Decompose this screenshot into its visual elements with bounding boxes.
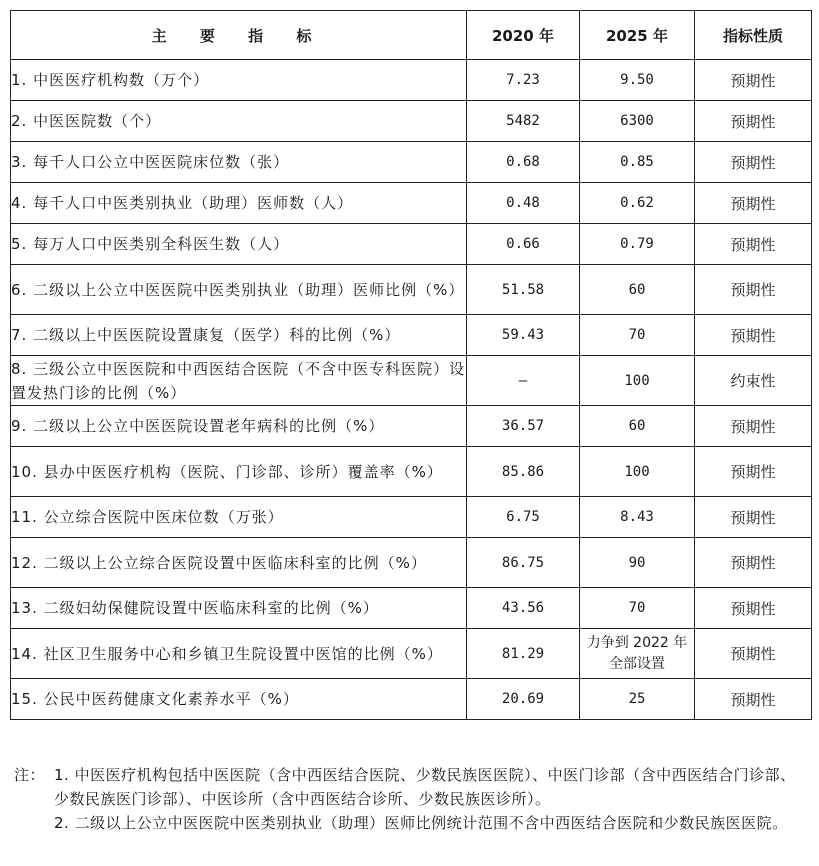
indicator-name: 3. 每千人口公立中医医院床位数（张） xyxy=(11,142,467,183)
indicator-nature: 预期性 xyxy=(695,315,812,356)
value-2025: 力争到 2022 年全部设置 xyxy=(580,629,695,679)
table-row xyxy=(11,588,812,629)
value-2025: 0.62 xyxy=(580,183,695,224)
value-2020: 0.68 xyxy=(467,142,580,183)
value-2020: — xyxy=(467,356,580,406)
value-2025: 60 xyxy=(580,265,695,315)
header-nature: 指标性质 xyxy=(695,11,812,60)
value-2025: 70 xyxy=(580,588,695,629)
indicator-name: 6. 二级以上公立中医医院中医类别执业（助理）医师比例（%） xyxy=(11,265,467,315)
indicator-nature: 预期性 xyxy=(695,60,812,101)
value-2025: 8.43 xyxy=(580,497,695,538)
note-item xyxy=(14,763,809,811)
indicator-name: 15. 公民中医药健康文化素养水平（%） xyxy=(11,679,467,720)
value-2020: 5482 xyxy=(467,101,580,142)
indicator-name: 5. 每万人口中医类别全科医生数（人） xyxy=(11,224,467,265)
table-row xyxy=(11,538,812,588)
header-2020: 2020 年 xyxy=(467,11,580,60)
indicator-name: 10. 县办中医医疗机构（医院、门诊部、诊所）覆盖率（%） xyxy=(11,447,467,497)
value-2020: 86.75 xyxy=(467,538,580,588)
note-prefix: 注： xyxy=(14,766,46,784)
value-2025: 0.85 xyxy=(580,142,695,183)
table-row xyxy=(11,356,812,406)
table-row xyxy=(11,142,812,183)
header-row xyxy=(11,11,812,60)
indicator-name: 9. 二级以上公立中医医院设置老年病科的比例（%） xyxy=(11,406,467,447)
indicator-name: 14. 社区卫生服务中心和乡镇卫生院设置中医馆的比例（%） xyxy=(11,629,467,679)
value-2025: 100 xyxy=(580,447,695,497)
value-2025: 9.50 xyxy=(580,60,695,101)
indicator-nature: 预期性 xyxy=(695,447,812,497)
indicator-nature: 预期性 xyxy=(695,224,812,265)
value-2020: 43.56 xyxy=(467,588,580,629)
table-row xyxy=(11,315,812,356)
indicator-nature: 预期性 xyxy=(695,101,812,142)
table-row xyxy=(11,183,812,224)
indicator-name: 1. 中医医疗机构数（万个） xyxy=(11,60,467,101)
value-2025: 90 xyxy=(580,538,695,588)
indicator-nature: 约束性 xyxy=(695,356,812,406)
indicator-name: 11. 公立综合医院中医床位数（万张） xyxy=(11,497,467,538)
indicator-name: 4. 每千人口中医类别执业（助理）医师数（人） xyxy=(11,183,467,224)
table-row xyxy=(11,224,812,265)
value-2020: 85.86 xyxy=(467,447,580,497)
indicator-name: 13. 二级妇幼保健院设置中医临床科室的比例（%） xyxy=(11,588,467,629)
value-2020: 59.43 xyxy=(467,315,580,356)
indicator-name: 2. 中医医院数（个） xyxy=(11,101,467,142)
value-2020: 0.48 xyxy=(467,183,580,224)
value-2020: 20.69 xyxy=(467,679,580,720)
value-2025: 60 xyxy=(580,406,695,447)
indicator-nature: 预期性 xyxy=(695,538,812,588)
indicator-nature: 预期性 xyxy=(695,629,812,679)
table-row xyxy=(11,265,812,315)
note-text: 1. 中医医疗机构包括中医医院（含中西医结合医院、少数民族医医院）、中医门诊部（含中西医结合门诊部、少数民族医门诊部）、中医诊所（含中西医结合诊所、少数民族医诊所）。 xyxy=(54,766,796,808)
value-2025: 0.79 xyxy=(580,224,695,265)
indicator-nature: 预期性 xyxy=(695,406,812,447)
table-row xyxy=(11,101,812,142)
table-row xyxy=(11,679,812,720)
table-notes xyxy=(14,763,809,835)
table-row xyxy=(11,406,812,447)
indicator-nature: 预期性 xyxy=(695,497,812,538)
value-2020: 0.66 xyxy=(467,224,580,265)
header-2025: 2025 年 xyxy=(580,11,695,60)
indicator-name: 12. 二级以上公立综合医院设置中医临床科室的比例（%） xyxy=(11,538,467,588)
indicator-nature: 预期性 xyxy=(695,142,812,183)
value-2020: 6.75 xyxy=(467,497,580,538)
indicator-name: 7. 二级以上中医医院设置康复（医学）科的比例（%） xyxy=(11,315,467,356)
indicator-nature: 预期性 xyxy=(695,588,812,629)
note-item xyxy=(14,811,809,835)
note-text: 2. 二级以上公立中医医院中医类别执业（助理）医师比例统计范围不含中西医结合医院和少数民族医医院。 xyxy=(54,814,788,832)
indicator-name: 8. 三级公立中医医院和中西医结合医院（不含中医专科医院）设置发热门诊的比例（%） xyxy=(11,356,467,406)
indicator-nature: 预期性 xyxy=(695,679,812,720)
value-2020: 36.57 xyxy=(467,406,580,447)
table-body xyxy=(11,60,812,720)
value-2020: 51.58 xyxy=(467,265,580,315)
value-2025: 100 xyxy=(580,356,695,406)
header-indicator: 主 要 指 标 xyxy=(11,11,467,60)
table-row xyxy=(11,60,812,101)
indicator-nature: 预期性 xyxy=(695,183,812,224)
value-2025: 70 xyxy=(580,315,695,356)
table-row xyxy=(11,497,812,538)
table-row xyxy=(11,447,812,497)
indicator-nature: 预期性 xyxy=(695,265,812,315)
value-2025: 25 xyxy=(580,679,695,720)
value-2025: 6300 xyxy=(580,101,695,142)
value-2020: 81.29 xyxy=(467,629,580,679)
table-row xyxy=(11,629,812,679)
indicator-table xyxy=(10,10,812,720)
value-2020: 7.23 xyxy=(467,60,580,101)
